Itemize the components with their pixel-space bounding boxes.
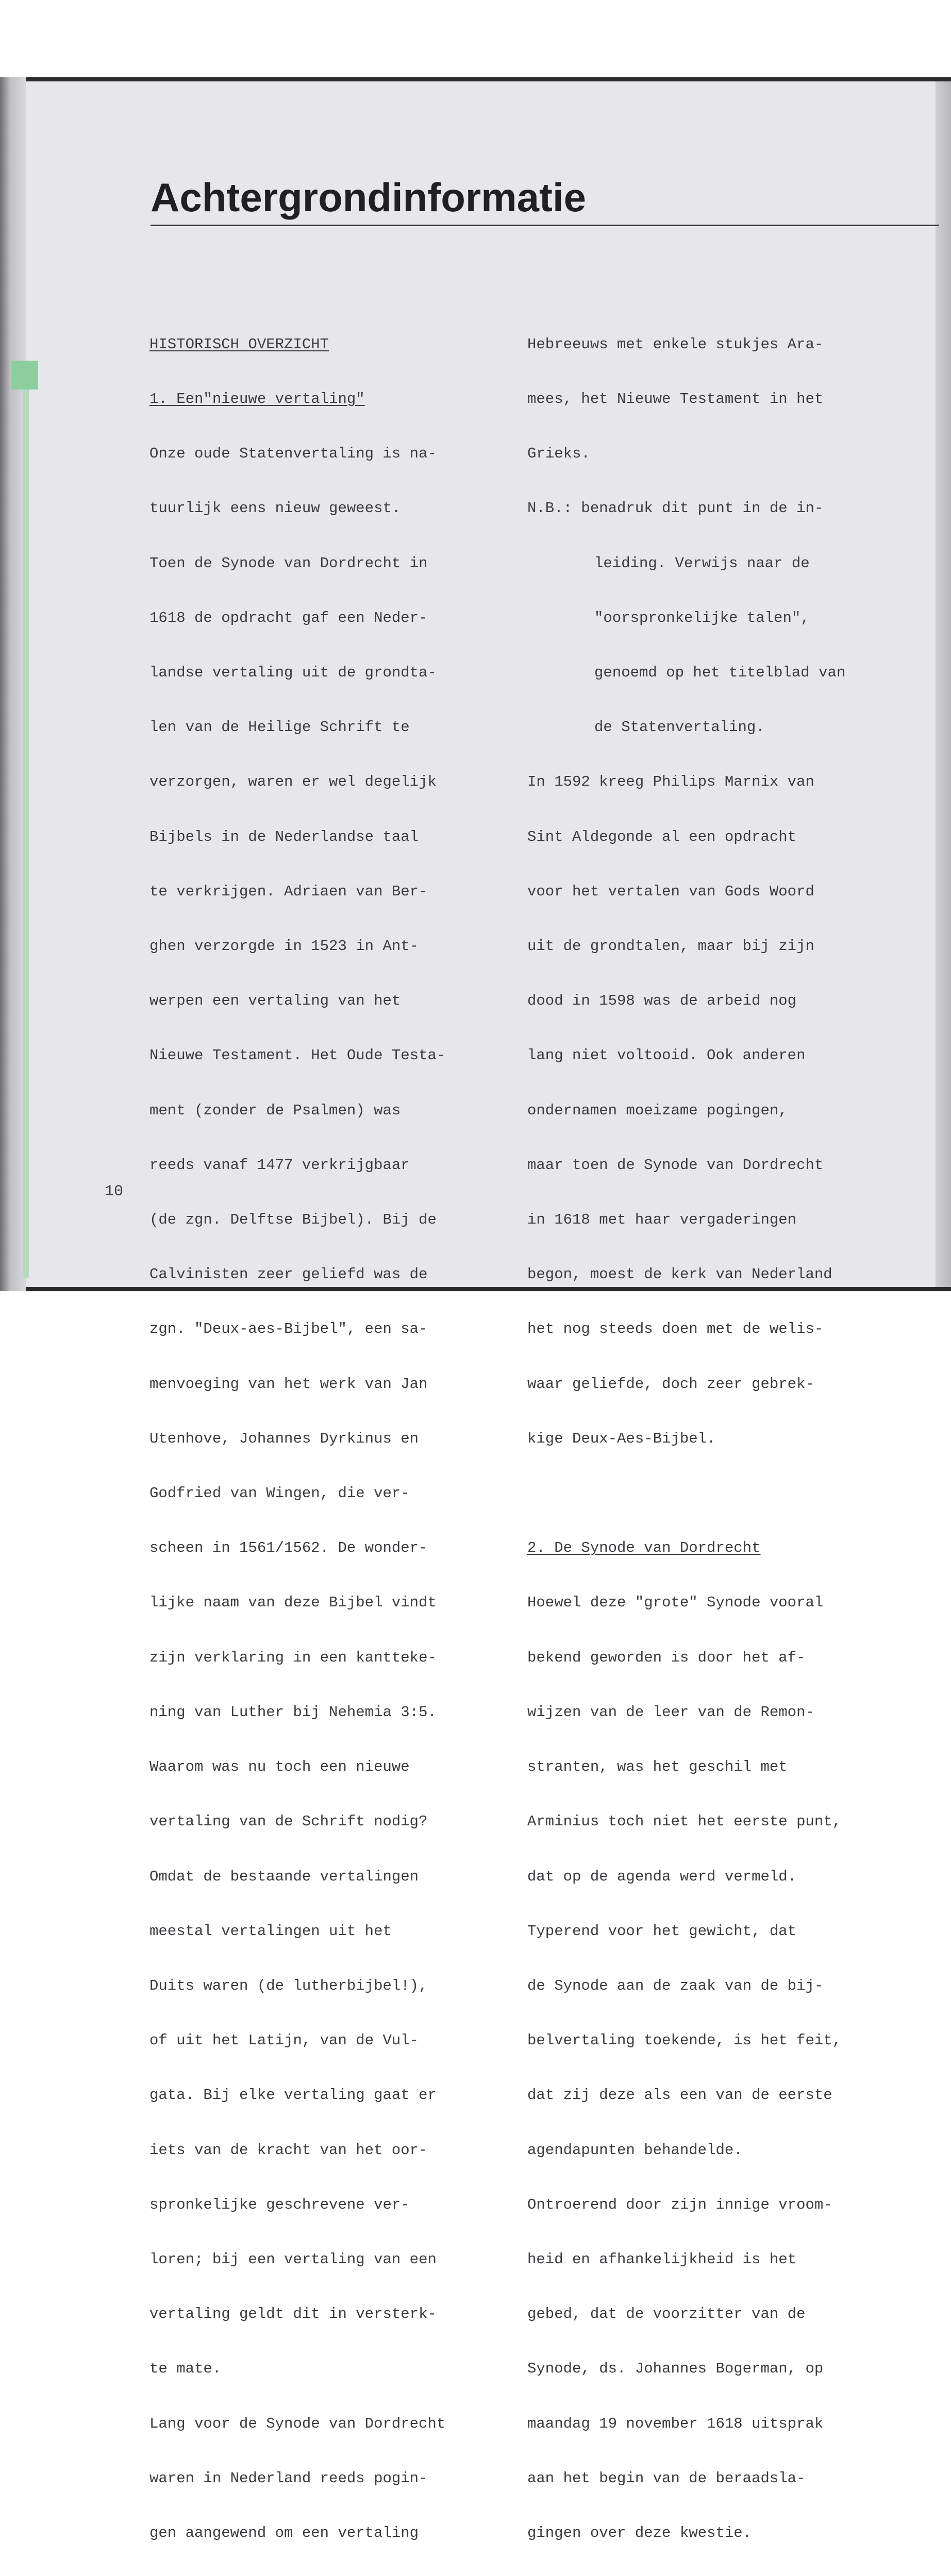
text-line: iets van de kracht van het oor-: [149, 2141, 428, 2159]
text-line: Typerend voor het gewicht, dat: [527, 1922, 797, 1940]
spine-tab: [11, 361, 38, 389]
text-line: Waarom was nu toch een nieuwe: [149, 1758, 410, 1776]
text-line: Onze oude Statenvertaling is na-: [149, 445, 437, 463]
nb-note-line: "oorspronkelijke talen",: [594, 609, 810, 626]
text-line: Hoewel deze "grote" Synode vooral: [527, 1594, 824, 1612]
text-line: uit de grondtalen, maar bij zijn: [527, 938, 814, 955]
text-line: ning van Luther bij Nehemia 3:5.: [149, 1703, 437, 1721]
text-line: gen aangewend om een vertaling: [149, 2524, 419, 2541]
text-line: scheen in 1561/1562. De wonder-: [149, 1539, 428, 1557]
text-line: waren in Nederland reeds pogin-: [149, 2469, 428, 2487]
section-heading: HISTORISCH OVERZICHT: [149, 335, 329, 353]
left-column: [149, 299, 445, 2576]
text-line: tuurlijk eens nieuw geweest.: [149, 500, 401, 517]
text-line: te verkrijgen. Adriaen van Ber-: [149, 883, 428, 900]
paragraph-gap: [527, 1484, 845, 1502]
nb-note-line: de Statenvertaling.: [594, 719, 765, 736]
text-line: Nieuwe Testament. Het Oude Testa-: [149, 1047, 446, 1064]
page-title: Achtergrondinformatie: [151, 175, 587, 220]
text-line: de Synode aan de zaak van de bij-: [527, 1977, 824, 1994]
text-line: werpen een vertaling van het: [149, 992, 401, 1010]
spine-cover-edge: [23, 371, 29, 1278]
text-line: Godfried van Wingen, die ver-: [149, 1485, 410, 1502]
text-line: Duits waren (de lutherbijbel!),: [149, 1977, 428, 1994]
text-line: zijn verklaring in een kantteke-: [149, 1649, 437, 1666]
text-line: agendapunten behandelde.: [527, 2141, 743, 2159]
text-line: Toen de Synode van Dordrecht in: [149, 554, 428, 572]
text-line: wijzen van de leer van de Remon-: [527, 1703, 814, 1721]
text-line: gingen over deze kwestie.: [527, 2524, 752, 2541]
text-line: heid en afhankelijkheid is het: [527, 2250, 797, 2268]
text-line: begon, moest de kerk van Nederland: [527, 1266, 832, 1283]
text-line: (de zgn. Delftse Bijbel). Bij de: [149, 1211, 437, 1229]
text-line: waar geliefde, doch zeer gebrek-: [527, 1375, 814, 1393]
text-line: kige Deux-Aes-Bijbel.: [527, 1430, 716, 1447]
text-line: lijke naam van deze Bijbel vindt: [149, 1594, 437, 1612]
text-line: dat zij deze als een van de eerste: [527, 2087, 832, 2104]
text-line: stranten, was het geschil met: [527, 1758, 788, 1776]
text-line: ghen verzorgde in 1523 in Ant-: [149, 938, 419, 955]
text-line: dood in 1598 was de arbeid nog: [527, 992, 797, 1010]
text-line: mees, het Nieuwe Testament in het: [527, 391, 824, 408]
text-line: ondernamen moeizame pogingen,: [527, 1101, 788, 1119]
text-line: menvoeging van het werk van Jan: [149, 1375, 428, 1393]
text-line: Calvinisten zeer geliefd was de: [149, 1266, 428, 1283]
nb-note-line: genoemd op het titelblad van: [594, 664, 846, 682]
text-line: maandag 19 november 1618 uitsprak: [527, 2415, 824, 2432]
text-line: Synode, ds. Johannes Bogerman, op: [527, 2360, 824, 2378]
text-line: of uit het Latijn, van de Vul-: [149, 2032, 419, 2049]
nb-note-line: leiding. Verwijs naar de: [594, 554, 810, 572]
text-line: vertaling van de Schrift nodig?: [149, 1813, 428, 1831]
text-line: maar toen de Synode van Dordrecht: [527, 1156, 824, 1174]
text-line: Grieks.: [527, 445, 590, 463]
text-line: Arminius toch niet het eerste punt,: [527, 1813, 842, 1831]
text-line: belvertaling toekende, is het feit,: [527, 2032, 842, 2049]
text-line: Bijbels in de Nederlandse taal: [149, 828, 419, 845]
nb-note-line: N.B.: benadruk dit punt in de in-: [527, 500, 824, 517]
text-line: dat op de agenda werd vermeld.: [527, 1868, 797, 1885]
text-line: Ontroerend door zijn innige vroom-: [527, 2196, 832, 2213]
text-line: zgn. "Deux-aes-Bijbel", een sa-: [149, 1320, 428, 1338]
page-right-edge: [936, 81, 951, 1287]
text-line: Omdat de bestaande vertalingen: [149, 1868, 419, 1885]
text-line: len van de Heilige Schrift te: [149, 719, 410, 736]
text-line: reeds vanaf 1477 verkrijgbaar: [149, 1156, 410, 1174]
text-line: ment (zonder de Psalmen) was: [149, 1101, 401, 1119]
right-column: [527, 299, 845, 2561]
text-line: Sint Aldegonde al een opdracht: [527, 828, 797, 845]
text-line: gata. Bij elke vertaling gaat er: [149, 2087, 437, 2104]
text-line: lang niet voltooid. Ook anderen: [527, 1047, 806, 1064]
text-line: landse vertaling uit de grondta-: [149, 664, 437, 682]
text-line: Utenhove, Johannes Dyrkinus en: [149, 1430, 419, 1447]
text-line: meestal vertalingen uit het: [149, 1922, 392, 1940]
subsection-heading: 1. Een"nieuwe vertaling": [149, 391, 365, 408]
text-line: In 1592 kreeg Philips Marnix van: [527, 773, 814, 791]
text-line: te mate.: [149, 2360, 222, 2378]
text-line: spronkelijke geschrevene ver-: [149, 2196, 410, 2213]
text-line: vertaling geldt dit in versterk-: [149, 2306, 437, 2323]
text-line: gebed, dat de voorzitter van de: [527, 2306, 806, 2323]
text-line: voor het vertalen van Gods Woord: [527, 883, 814, 900]
text-line: 1618 de opdracht gaf een Neder-: [149, 609, 428, 626]
text-line: aan het begin van de beraadsla-: [527, 2469, 806, 2487]
title-rule: [151, 225, 939, 226]
text-line: verzorgen, waren er wel degelijk: [149, 773, 437, 791]
page-number: 10: [105, 1183, 124, 1200]
text-line: Lang voor de Synode van Dordrecht: [149, 2415, 446, 2432]
text-line: bekend geworden is door het af-: [527, 1649, 806, 1666]
text-line: loren; bij een vertaling van een: [149, 2250, 437, 2268]
book-spine: [0, 77, 26, 1291]
text-line: in 1618 met haar vergaderingen: [527, 1211, 797, 1229]
subsection-heading: 2. De Synode van Dordrecht: [527, 1539, 761, 1557]
text-line: het nog steeds doen met de welis-: [527, 1320, 824, 1338]
text-line: Hebreeuws met enkele stukjes Ara-: [527, 335, 824, 353]
